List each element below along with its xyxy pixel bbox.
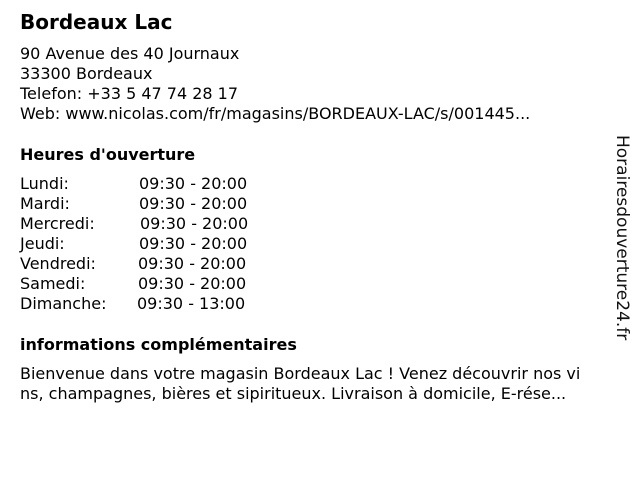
hours-day: Vendredi:	[20, 254, 96, 273]
hours-day: Mercredi:	[20, 214, 95, 233]
hours-time: 09:30 - 20:00	[138, 254, 247, 273]
opening-hours-heading: Heures d'ouverture	[20, 145, 196, 164]
hours-time: 09:30 - 20:00	[138, 274, 247, 293]
store-name: Bordeaux Lac	[20, 10, 173, 34]
hours-row-friday	[20, 254, 280, 274]
hours-time: 09:30 - 20:00	[140, 214, 249, 233]
store-description	[20, 364, 630, 404]
address-city: 33300 Bordeaux	[20, 64, 153, 83]
hours-time: 09:30 - 20:00	[139, 234, 248, 253]
hours-time: 09:30 - 20:00	[139, 174, 248, 193]
hours-day: Mardi:	[20, 194, 70, 213]
hours-row-wednesday	[20, 214, 280, 234]
additional-info-heading: informations complémentaires	[20, 335, 297, 354]
hours-row-monday	[20, 174, 280, 194]
hours-day: Samedi:	[20, 274, 86, 293]
hours-day: Jeudi:	[20, 234, 65, 253]
opening-hours-table	[20, 174, 280, 314]
hours-row-saturday	[20, 274, 280, 294]
hours-time: 09:30 - 13:00	[137, 294, 246, 313]
hours-time: 09:30 - 20:00	[139, 194, 248, 213]
store-address-block	[20, 44, 530, 124]
hours-row-thursday	[20, 234, 280, 254]
site-watermark: Horairesdouverture24.fr	[612, 135, 632, 341]
hours-row-tuesday	[20, 194, 280, 214]
hours-row-sunday	[20, 294, 280, 314]
website-link[interactable]: Web: www.nicolas.com/fr/magasins/BORDEAUX-LAC/s/001445...	[20, 104, 531, 123]
description-line: ns, champagnes, bières et sipiritueux. Livraison à domicile, E-rése...	[20, 384, 567, 403]
hours-day: Lundi:	[20, 174, 69, 193]
hours-day: Dimanche:	[20, 294, 107, 313]
address-street: 90 Avenue des 40 Journaux	[20, 44, 240, 63]
description-line: Bienvenue dans votre magasin Bordeaux Lac ! Venez découvrir nos vi	[20, 364, 581, 383]
phone-number: Telefon: +33 5 47 74 28 17	[20, 84, 239, 103]
